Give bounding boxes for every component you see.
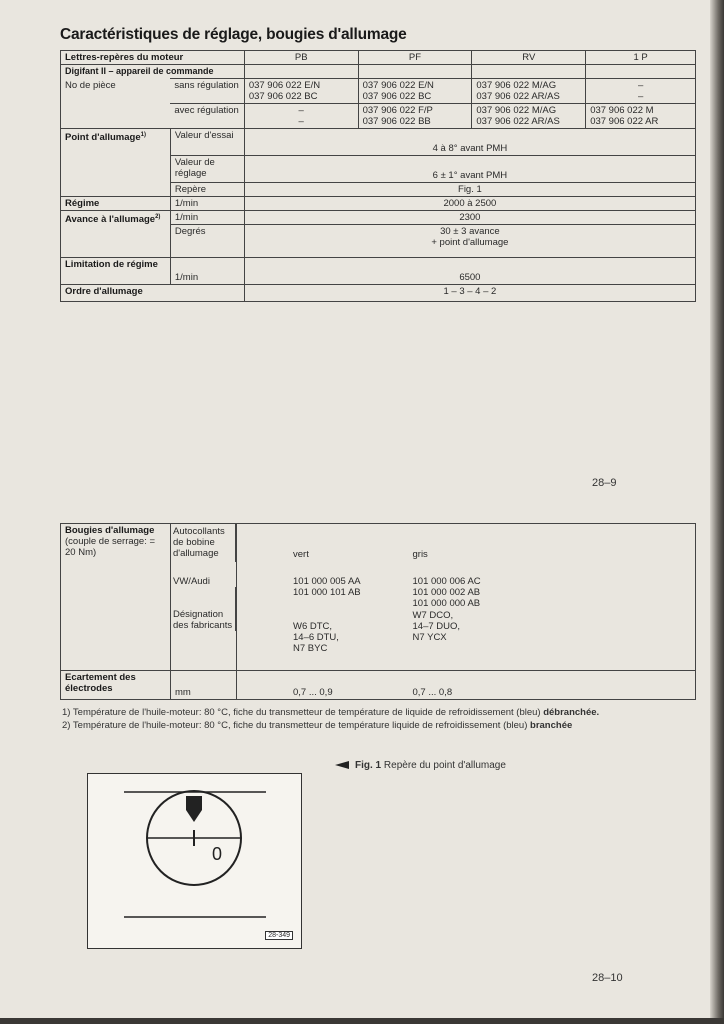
bougies-cell <box>61 524 171 671</box>
bougies-table <box>60 523 696 700</box>
col-rv: RV <box>472 51 586 65</box>
figure-1 <box>87 773 302 949</box>
avance-rpm-value: 2300 <box>244 211 695 225</box>
regime-row <box>61 197 696 211</box>
ordre-row <box>61 285 696 302</box>
figure-ref: 28-349 <box>265 931 293 940</box>
degres-label: Degrés <box>170 225 244 258</box>
col1-ecart: 0,7 ... 0,9 <box>237 671 409 700</box>
header-label: Lettres-repères du moteur <box>61 51 245 65</box>
ordre-label: Ordre d'allumage <box>61 285 245 302</box>
part-avec-row <box>61 104 696 129</box>
col-1p: 1 P <box>586 51 696 65</box>
bougies-sub-cell <box>171 524 237 671</box>
col1-color: vert <box>293 549 309 560</box>
col2-des: W7 DCO, 14–7 DUO, N7 YCX <box>412 610 461 643</box>
limitation-unit: 1/min <box>170 258 244 285</box>
zero-label: 0 <box>212 844 223 864</box>
col-pf: PF <box>358 51 472 65</box>
avance-label: Avance à l'allumage$^{2)}$ <box>61 211 171 258</box>
sans-1p: – – <box>586 79 696 104</box>
page-title: Caractéristiques de réglage, bougies d'allumage <box>60 26 407 43</box>
sans-pf: 037 906 022 E/N 037 906 022 BC <box>358 79 472 104</box>
arrow-left-icon <box>335 761 349 769</box>
ordre-value: 1 – 3 – 4 – 2 <box>244 285 695 302</box>
bougies-label: Bougies d'allumage <box>65 525 155 536</box>
col1-vw: 101 000 005 AA 101 000 101 AB <box>293 576 361 598</box>
col2-ecart: 0,7 ... 0,8 <box>409 671 696 700</box>
ecartement-unit: mm <box>171 671 237 700</box>
sans-pb: 037 906 022 E/N 037 906 022 BC <box>244 79 358 104</box>
valeur-essai-label: Valeur d'essai <box>170 129 244 156</box>
vwaudi-label: VW/Audi <box>173 576 210 587</box>
part-sans-row <box>61 79 696 104</box>
avance-unit: 1/min <box>170 211 244 225</box>
point-allumage-label: Point d'allumage$^{1)}$ <box>61 129 171 197</box>
part-no-label: No de pièce <box>61 79 171 104</box>
avec-label: avec régulation <box>170 104 244 129</box>
regime-unit: 1/min <box>170 197 244 211</box>
page-edge <box>710 0 724 1024</box>
footnote-2: 2) Température de l'huile-moteur: 80 °C, fiche du transmetteur de température liquide de refroidissement (bleu) branchée <box>62 720 573 731</box>
avance-rpm-row <box>61 211 696 225</box>
bougies-row <box>61 524 696 671</box>
sans-rv: 037 906 022 M/AG 037 906 022 AR/AS <box>472 79 586 104</box>
col1-des: W6 DTC, 14–6 DTU, N7 BYC <box>293 621 339 654</box>
ecartement-label: Ecartement des électrodes <box>61 671 171 700</box>
limitation-row <box>61 258 696 285</box>
sans-label: sans régulation <box>170 79 244 104</box>
col1-cell <box>237 524 409 671</box>
col-pb: PB <box>244 51 358 65</box>
valeur-reglage-label: Valeur de réglage <box>170 156 244 183</box>
designation-label: Désignation des fabricants <box>171 587 236 631</box>
page-number-1: 28–9 <box>592 477 617 489</box>
bougies-note: (couple de serrage: = 20 Nm) <box>65 536 156 558</box>
regime-value: 2000 à 2500 <box>244 197 695 211</box>
bottom-edge <box>0 1018 724 1024</box>
col2-color: gris <box>412 549 428 560</box>
col2-cell <box>409 524 696 671</box>
section-label: Digifant II – appareil de commande <box>61 65 245 79</box>
ignition-mark-drawing <box>88 774 301 948</box>
header-row <box>61 51 696 65</box>
valeur-essai-value: 4 à 8° avant PMH <box>244 129 695 156</box>
settings-table <box>60 50 696 302</box>
limitation-value: 6500 <box>244 258 695 285</box>
page-number-2: 28–10 <box>592 972 623 984</box>
degres-value: 30 ± 3 avance + point d'allumage <box>244 225 695 258</box>
limitation-label: Limitation de régime <box>61 258 171 285</box>
footnote-1: 1) Température de l'huile-moteur: 80 °C, fiche du transmetteur de température de liquide de refroidissement (bleu) débranchée. <box>62 707 600 718</box>
point-essai-row <box>61 129 696 156</box>
section-row <box>61 65 696 79</box>
valeur-reglage-value: 6 ± 1° avant PMH <box>244 156 695 183</box>
repere-value: Fig. 1 <box>244 183 695 197</box>
avec-pf: 037 906 022 F/P 037 906 022 BB <box>358 104 472 129</box>
figure-caption: Fig. 1 Repère du point d'allumage <box>335 760 506 771</box>
avec-pb: – – <box>244 104 358 129</box>
ecartement-row <box>61 671 696 700</box>
col2-vw: 101 000 006 AC 101 000 002 AB 101 000 000 AB <box>412 576 481 609</box>
avec-rv: 037 906 022 M/AG 037 906 022 AR/AS <box>472 104 586 129</box>
autocollants-label: Autocollants de bobine d'allumage <box>171 524 236 562</box>
repere-label: Repère <box>170 183 244 197</box>
avec-1p: 037 906 022 M 037 906 022 AR <box>586 104 696 129</box>
regime-label: Régime <box>61 197 171 211</box>
